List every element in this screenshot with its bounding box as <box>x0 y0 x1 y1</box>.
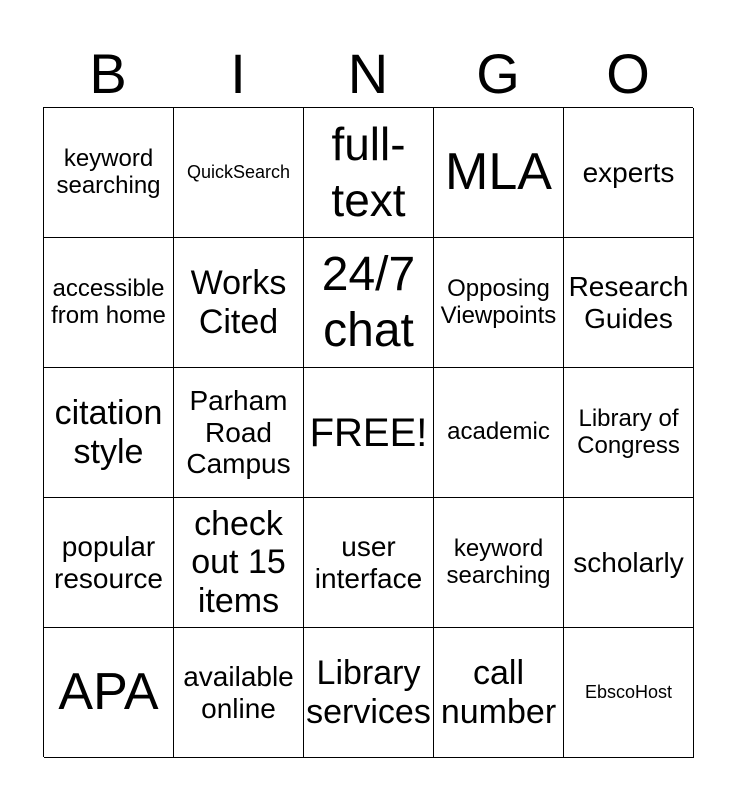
header-letter-n: N <box>347 42 389 105</box>
bingo-cell[interactable]: experts <box>564 108 694 238</box>
bingo-cell[interactable]: 24/7 chat <box>304 238 434 368</box>
bingo-cell[interactable]: call number <box>434 628 564 758</box>
bingo-cell[interactable]: scholarly <box>564 498 694 628</box>
header-letter-b: B <box>89 42 127 105</box>
bingo-cell[interactable]: user interface <box>304 498 434 628</box>
bingo-cell[interactable]: FREE! <box>304 368 434 498</box>
header-letter-g: G <box>476 42 520 105</box>
bingo-cell[interactable]: citation style <box>44 368 174 498</box>
bingo-cell[interactable]: accessible from home <box>44 238 174 368</box>
bingo-cell[interactable]: Opposing Viewpoints <box>434 238 564 368</box>
bingo-cell[interactable]: full-text <box>304 108 434 238</box>
bingo-cell[interactable]: EbscoHost <box>564 628 694 758</box>
bingo-cell[interactable]: Library services <box>304 628 434 758</box>
bingo-cell[interactable]: APA <box>44 628 174 758</box>
bingo-cell[interactable]: keyword searching <box>434 498 564 628</box>
bingo-cell[interactable]: Library of Congress <box>564 368 694 498</box>
bingo-cell[interactable]: QuickSearch <box>174 108 304 238</box>
bingo-cell[interactable]: popular resource <box>44 498 174 628</box>
bingo-cell[interactable]: available online <box>174 628 304 758</box>
bingo-cell[interactable]: keyword searching <box>44 108 174 238</box>
bingo-header <box>43 40 693 108</box>
bingo-board <box>43 107 693 757</box>
bingo-cell[interactable]: Works Cited <box>174 238 304 368</box>
header-letter-o: O <box>606 42 650 105</box>
bingo-cell[interactable]: Research Guides <box>564 238 694 368</box>
bingo-cell[interactable]: Parham Road Campus <box>174 368 304 498</box>
bingo-cell[interactable]: MLA <box>434 108 564 238</box>
bingo-cell[interactable]: check out 15 items <box>174 498 304 628</box>
header-letter-i: I <box>230 42 246 105</box>
bingo-cell[interactable]: academic <box>434 368 564 498</box>
